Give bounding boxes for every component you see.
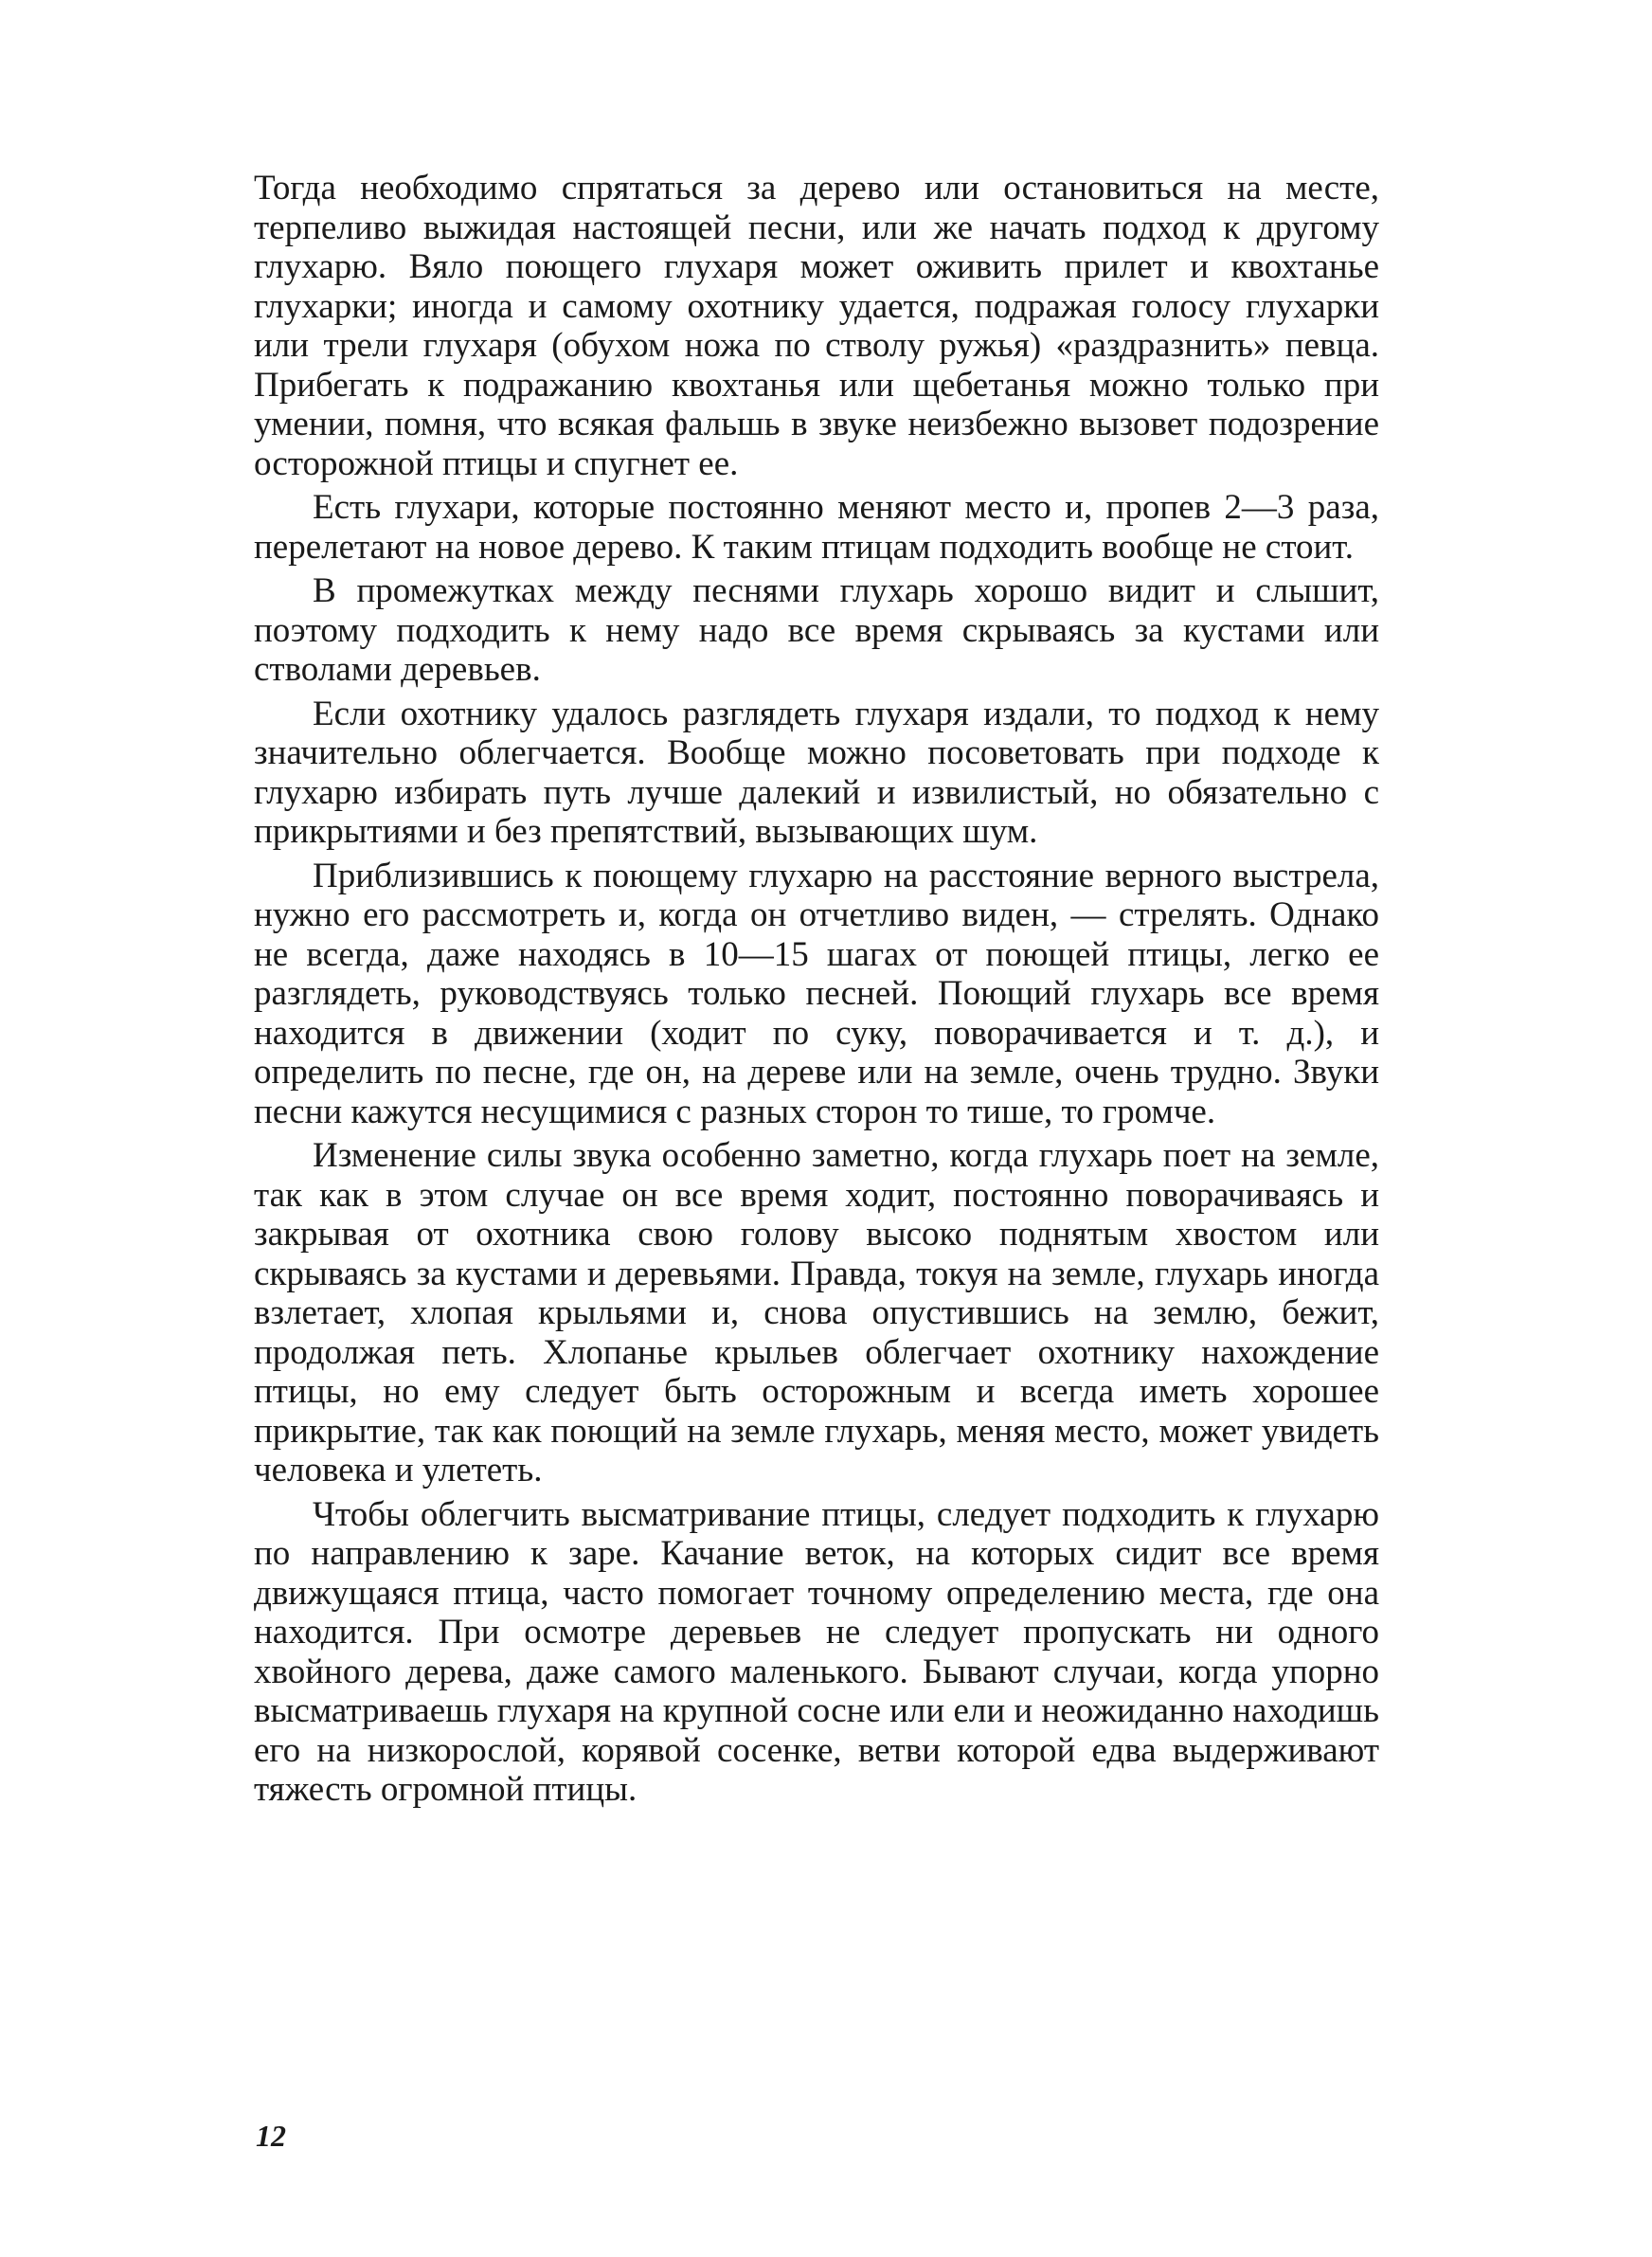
page-number: 12: [256, 2119, 286, 2153]
paragraph-3: В промежутках между песнями глухарь хорошо видит и слышит, поэтому подходить к нему надо все время скрываясь за кустами или стволами деревьев.: [254, 571, 1379, 689]
page-body: [254, 169, 1379, 1815]
paragraph-4: Если охотнику удалось разглядеть глухаря издали, то подход к нему значительно облегчается. Вообще можно посоветовать при подходе к глухарю избирать путь лучше далекий и извилистый, но обязательно с прикрытиями и без препятствий, вызывающих шум.: [254, 694, 1379, 851]
paragraph-5: Приблизившись к поющему глухарю на расстояние верного выстрела, нужно его рассмотреть и, когда он отчетливо виден, — стрелять. Однако не всегда, даже находясь в 10—15 шагах от поющей птицы, легко ее разглядеть, руководствуясь только песней. Поющий глухарь все время находится в движении (ходит по суку, поворачивается и т. д.), и определить по песне, где он, на дереве или на земле, очень трудно. Звуки песни кажутся несущимися с разных сторон то тише, то громче.: [254, 856, 1379, 1131]
paragraph-7: Чтобы облегчить высматривание птицы, следует подходить к глухарю по направлению к заре. Качание веток, на которых сидит все время движущаяся птица, часто помогает точному определению места, где она находится. При осмотре деревьев не следует пропускать ни одного хвойного дерева, даже самого маленького. Бывают случаи, когда упорно высматриваешь глухаря на крупной сосне или ели и неожиданно находишь его на низкорослой, корявой сосенке, ветви которой едва выдерживают тяжесть огромной птицы.: [254, 1494, 1379, 1809]
paragraph-1: Тогда необходимо спрятаться за дерево или остановиться на месте, терпеливо выжидая настоящей песни, или же начать подход к другому глухарю. Вяло поющего глухаря может оживить прилет и квохтанье глухарки; иногда и самому охотнику удается, подражая голосу глухарки или трели глухаря (обухом ножа по стволу ружья) «раздразнить» певца. Прибегать к подражанию квохтанья или щебетанья можно только при умении, помня, что всякая фальшь в звуке неизбежно вызовет подозрение осторожной птицы и спугнет ее.: [254, 169, 1379, 483]
paragraph-6: Изменение силы звука особенно заметно, когда глухарь поет на земле, так как в этом случае он все время ходит, постоянно поворачиваясь и закрывая от охотника свою голову высоко поднятым хвостом или скрываясь за кустами и деревьями. Правда, токуя на земле, глухарь иногда взлетает, хлопая крыльями и, снова опустившись на землю, бежит, продолжая петь. Хлопанье крыльев облегчает охотнику нахождение птицы, но ему следует быть осторожным и всегда иметь хорошее прикрытие, так как поющий на земле глухарь, меняя место, может увидеть человека и улететь.: [254, 1136, 1379, 1490]
paragraph-2: Есть глухари, которые постоянно меняют место и, пропев 2—3 раза, перелетают на новое дерево. К таким птицам подходить вообще не стоит.: [254, 488, 1379, 567]
